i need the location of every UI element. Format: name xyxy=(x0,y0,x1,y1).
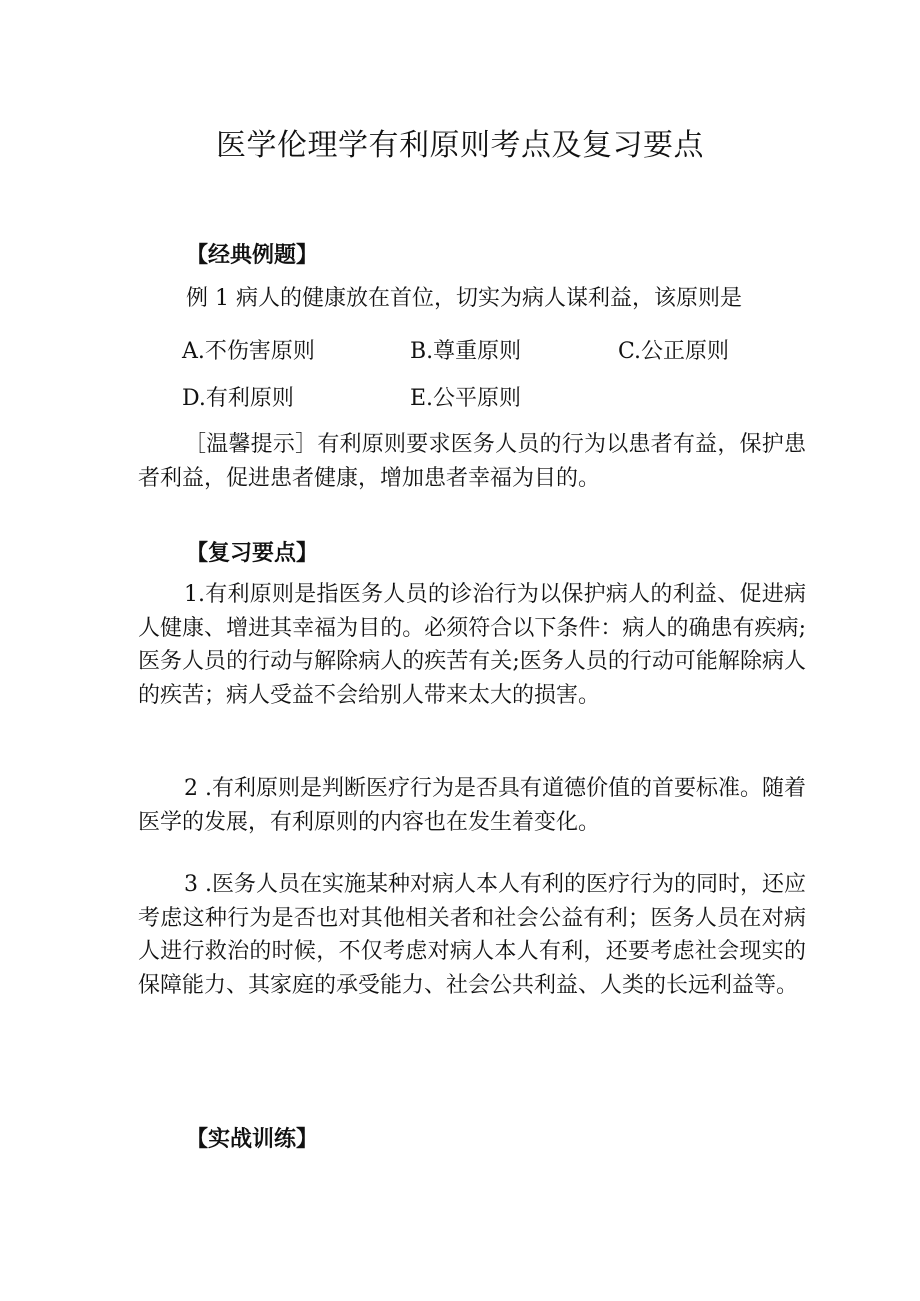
option-c: C.公正原则 xyxy=(618,339,730,364)
page-title: 医学伦理学有利原则考点及复习要点 xyxy=(216,128,704,163)
option-a: A.不伤害原则 xyxy=(182,339,315,364)
tip-paragraph xyxy=(138,428,806,495)
section-heading-examples: 【经典例题】 xyxy=(186,243,319,268)
tip-text: ［温馨提示］有利原则要求医务人员的行为以患者有益，保护患者利益，促进患者健康，增加患者幸福为目的。 xyxy=(138,432,806,491)
review-point-3 xyxy=(138,868,806,1002)
review-point-2 xyxy=(138,772,806,839)
section-heading-review: 【复习要点】 xyxy=(186,541,319,566)
example-question: 例 1 病人的健康放在首位，切实为病人谋利益，该原则是 xyxy=(186,286,742,311)
review-point-3-text: 3 .医务人员在实施某种对病人本人有利的医疗行为的同时，还应考虑这种行为是否也对其他相关者和社会公益有利；医务人员在对病人进行救治的时候，不仅考虑对病人本人有利，还要考虑社会现实的保障能力、其家庭的承受能力、社会公共利益、人类的长远利益等。 xyxy=(138,872,806,998)
section-heading-practice: 【实战训练】 xyxy=(186,1127,319,1152)
review-point-1 xyxy=(138,578,806,712)
review-point-2-text: 2 .有利原则是判断医疗行为是否具有道德价值的首要标准。随着医学的发展，有利原则的内容也在发生着变化。 xyxy=(138,776,806,835)
option-e: E.公平原则 xyxy=(410,386,522,411)
option-b: B.尊重原则 xyxy=(410,339,522,364)
review-point-1-text: 1.有利原则是指医务人员的诊治行为以保护病人的利益、促进病人健康、增进其幸福为目的。必须符合以下条件：病人的确患有疾病;医务人员的行动与解除病人的疾苦有关;医务人员的行动可能解除病人的疾苦；病人受益不会给别人带来太大的损害。 xyxy=(138,582,806,708)
option-d: D.有利原则 xyxy=(182,386,294,411)
